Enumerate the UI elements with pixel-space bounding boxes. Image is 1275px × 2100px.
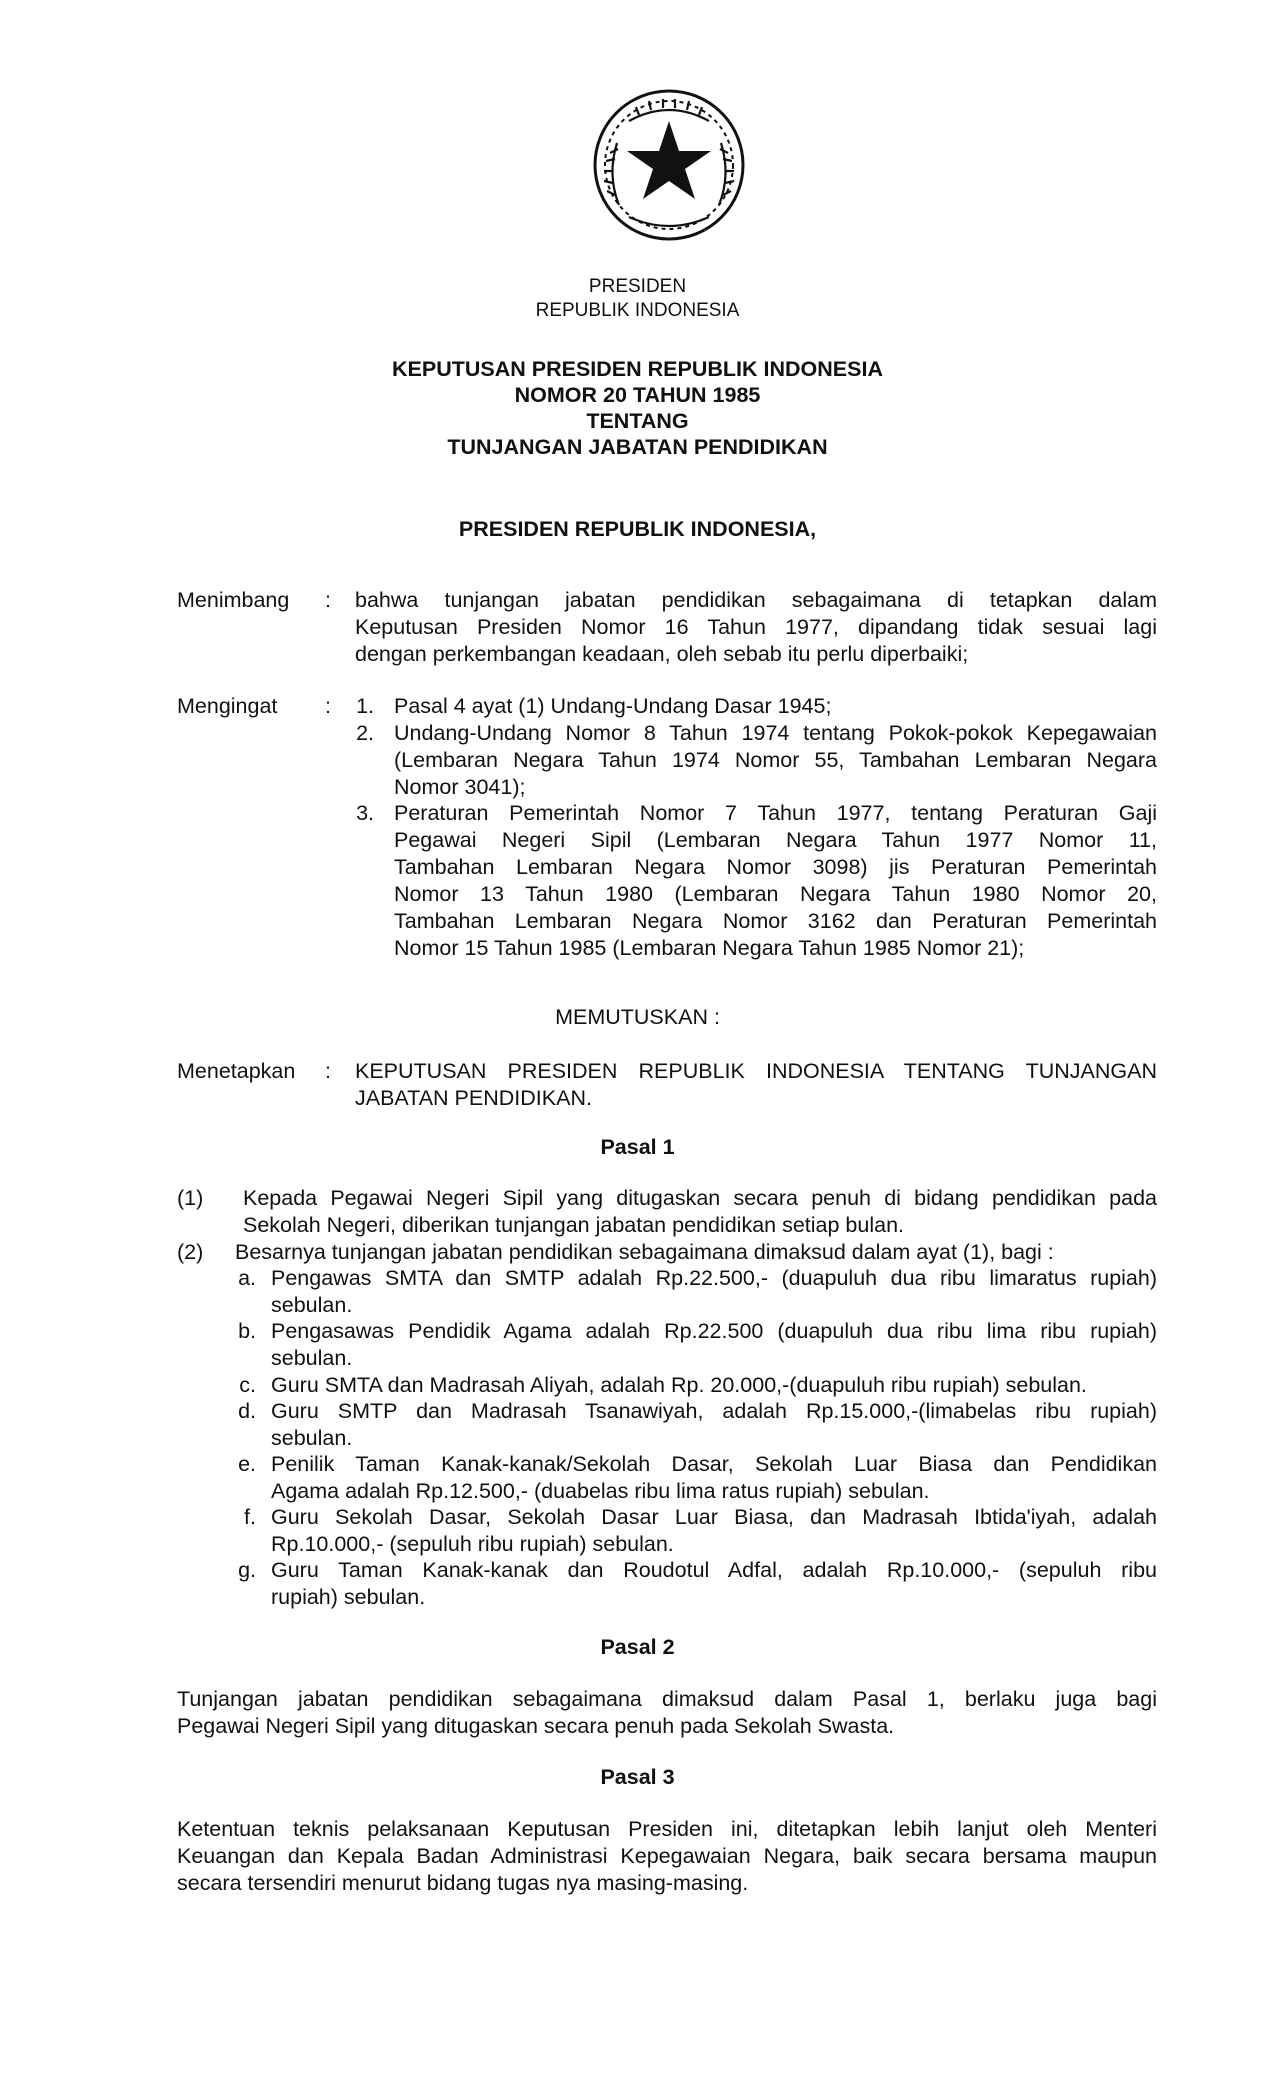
menimbang-line: Keputusan Presiden Nomor 16 Tahun 1977, dipandang tidak sesuai lagi — [355, 615, 1157, 639]
menetapkan-colon: : — [325, 1059, 331, 1083]
list-letter: f. — [244, 1505, 256, 1529]
title-line2: NOMOR 20 TAHUN 1985 — [514, 383, 761, 407]
list-letter: d. — [238, 1399, 256, 1423]
pasal-3-heading: Pasal 3 — [600, 1765, 675, 1789]
menimbang-line: bahwa tunjangan jabatan pendidikan sebagaimana di tetapkan dalam — [355, 588, 1157, 612]
list-item-line: sebulan. — [271, 1293, 353, 1317]
letterhead-line2: REPUBLIK INDONESIA — [535, 300, 740, 321]
mengingat-item-number: 3. — [356, 801, 374, 825]
list-item-line: sebulan. — [271, 1346, 353, 1370]
list-item-line: Penilik Taman Kanak-kanak/Sekolah Dasar, Sekolah Luar Biasa dan Pendidikan — [271, 1452, 1157, 1476]
list-item-line: Guru SMTP dan Madrasah Tsanawiyah, adalah Rp.15.000,-(limabelas ribu rupiah) — [271, 1399, 1157, 1423]
list-letter: b. — [238, 1319, 256, 1343]
ayat-number: (2) — [177, 1240, 204, 1264]
mengingat-item-line: Tambahan Lembaran Negara Nomor 3098) jis Peraturan Pemerintah — [394, 855, 1157, 879]
ayat-1-line: Sekolah Negeri, diberikan tunjangan jabatan pendidikan setiap bulan. — [243, 1213, 905, 1237]
list-letter: c. — [239, 1373, 256, 1397]
menetapkan-line: JABATAN PENDIDIKAN. — [355, 1086, 592, 1110]
menetapkan-line: KEPUTUSAN PRESIDEN REPUBLIK INDONESIA TENTANG TUNJANGAN — [355, 1059, 1157, 1083]
list-item-line: Pengawas SMTA dan SMTP adalah Rp.22.500,- (duapuluh dua ribu limaratus rupiah) — [271, 1266, 1157, 1290]
pasal-2-line: Pegawai Negeri Sipil yang ditugaskan secara penuh pada Sekolah Swasta. — [177, 1714, 895, 1738]
mengingat-item-number: 2. — [356, 721, 374, 745]
list-item-line: sebulan. — [271, 1426, 353, 1450]
ayat-1-line: Kepada Pegawai Negeri Sipil yang ditugaskan secara penuh di bidang pendidikan pada — [243, 1186, 1157, 1210]
star-wreath-icon — [589, 85, 749, 245]
mengingat-item-number: 1. — [356, 694, 374, 718]
pasal-2-line: Tunjangan jabatan pendidikan sebagaimana dimaksud dalam Pasal 1, berlaku juga bagi — [177, 1687, 1157, 1711]
list-item-line: Agama adalah Rp.12.500,- (duabelas ribu lima ratus rupiah) sebulan. — [271, 1479, 930, 1503]
list-letter: e. — [238, 1452, 256, 1476]
mengingat-item-line: Undang-Undang Nomor 8 Tahun 1974 tentang Pokok-pokok Kepegawaian — [394, 721, 1157, 745]
title-line3: TENTANG — [586, 409, 689, 433]
list-item-line: Guru Taman Kanak-kanak dan Roudotul Adfal, adalah Rp.10.000,- (sepuluh ribu — [271, 1558, 1157, 1582]
menimbang-line: dengan perkembangan keadaan, oleh sebab itu perlu diperbaiki; — [355, 642, 969, 666]
mengingat-item-line: Nomor 3041); — [394, 775, 526, 799]
list-item-line: Guru Sekolah Dasar, Sekolah Dasar Luar Biasa, dan Madrasah Ibtida'iyah, adalah — [271, 1505, 1157, 1529]
list-item-line: rupiah) sebulan. — [271, 1585, 426, 1609]
title-line4: TUNJANGAN JABATAN PENDIDIKAN — [447, 435, 828, 459]
list-letter: g. — [238, 1558, 256, 1582]
letterhead-line1: PRESIDEN — [588, 276, 687, 297]
pasal-2-heading: Pasal 2 — [600, 1635, 675, 1659]
pasal-3-line: Keuangan dan Kepala Badan Administrasi Kepegawaian Negara, baik secara bersama maupun — [177, 1844, 1157, 1868]
mengingat-item-line: Peraturan Pemerintah Nomor 7 Tahun 1977, tentang Peraturan Gaji — [394, 801, 1157, 825]
mengingat-item-line: Nomor 15 Tahun 1985 (Lembaran Negara Tahun 1985 Nomor 21); — [394, 936, 1025, 960]
mengingat-item-line: Nomor 13 Tahun 1980 (Lembaran Negara Tahun 1980 Nomor 20, — [394, 882, 1157, 906]
pasal-3-line: Ketentuan teknis pelaksanaan Keputusan Presiden ini, ditetapkan lebih lanjut oleh Menteri — [177, 1817, 1157, 1841]
list-item-line: Pengasawas Pendidik Agama adalah Rp.22.500 (duapuluh dua ribu lima ribu rupiah) — [271, 1319, 1157, 1343]
pasal-3-line: secara tersendiri menurut bidang tugas nya masing-masing. — [177, 1871, 749, 1895]
presidential-emblem — [589, 85, 749, 245]
memutuskan-heading: MEMUTUSKAN : — [555, 1005, 720, 1029]
mengingat-label: Mengingat — [177, 694, 278, 718]
list-item-line: Rp.10.000,- (sepuluh ribu rupiah) sebulan. — [271, 1532, 674, 1556]
menimbang-label: Menimbang — [177, 588, 290, 612]
mengingat-item-line: Pasal 4 ayat (1) Undang-Undang Dasar 1945; — [394, 694, 832, 718]
mengingat-item-line: (Lembaran Negara Tahun 1974 Nomor 55, Tambahan Lembaran Negara — [394, 748, 1157, 772]
menimbang-colon: : — [325, 588, 331, 612]
ayat-number: (1) — [177, 1186, 204, 1210]
title-line1: KEPUTUSAN PRESIDEN REPUBLIK INDONESIA — [392, 357, 883, 381]
pasal-1-heading: Pasal 1 — [600, 1135, 675, 1159]
ayat-2-intro: Besarnya tunjangan jabatan pendidikan sebagaimana dimaksud dalam ayat (1), bagi : — [235, 1240, 1054, 1264]
list-item-line: Guru SMTA dan Madrasah Aliyah, adalah Rp. 20.000,-(duapuluh ribu rupiah) sebulan. — [271, 1373, 1087, 1397]
list-letter: a. — [238, 1266, 256, 1290]
mengingat-colon: : — [325, 694, 331, 718]
menetapkan-label: Menetapkan — [177, 1059, 296, 1083]
mengingat-item-line: Tambahan Lembaran Negara Nomor 3162 dan Peraturan Pemerintah — [394, 909, 1157, 933]
mengingat-item-line: Pegawai Negeri Sipil (Lembaran Negara Tahun 1977 Nomor 11, — [394, 828, 1157, 852]
preamble: PRESIDEN REPUBLIK INDONESIA, — [458, 517, 817, 541]
